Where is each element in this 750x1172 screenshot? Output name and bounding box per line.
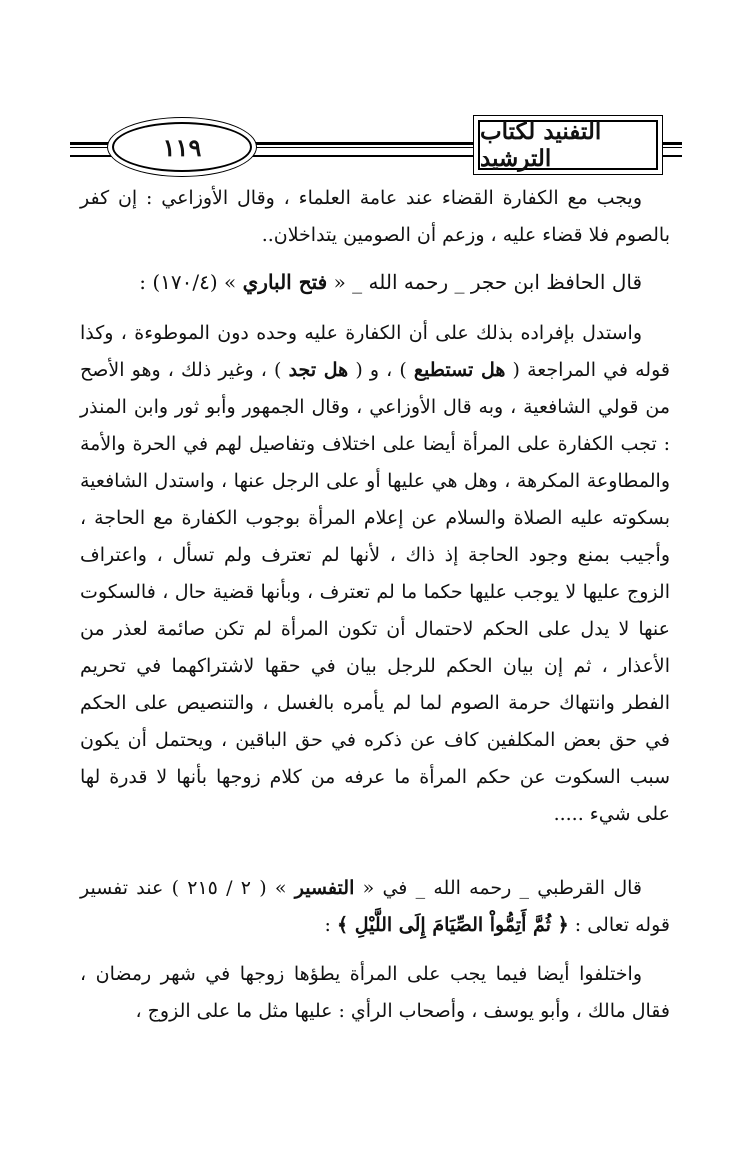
quote-1-after: » (١٧٠/٤) : <box>139 270 237 294</box>
quote-2-after: » ( ٢ / ٢١٥ ) عند تفسير قوله تعالى : <box>80 877 670 936</box>
paragraph-3-text: واختلفوا أيضا فيما يجب على المرأة يطؤها زوجها في شهر رمضان ، فقال مالك ، وأبو يوسف ، وأصحاب الرأي : عليها مثل ما على الزوج ، <box>80 963 670 1022</box>
quote-1-before: قال الحافظ ابن حجر _ رحمه الله _ « <box>333 270 642 294</box>
quote-2-book: التفسير <box>294 877 355 899</box>
paragraph-2-part3: ) ، وغير ذلك ، وهو الأصح من قولي الشافعية ، وبه قال الأوزاعي ، وقال الجمهور وأبو ثور وابن المنذر : تجب الكفارة على المرأة أيضا على اختلاف وتفاصيل لهم في الحرة والأمة والمطاوعة المكرهة ، وهل هي عليها أو على الرجل عنها ، واستدل الشافعية بسكوته عليه الصلاة والسلام عن إعلام المرأة بوجوب الكفارة مع الحاجة ، وأجيب بمنع وجود الحاجة إذ ذاك ، لأنها لم تعترف ولم تسأل ، واعتراف الزوج عليها لا يوجب عليها حكما ما لم تعترف ، وبأنها قضية حال ، فالسكوت عنها لا يدل على الحكم لاحتمال أن تكون المرأة لم تكن صائمة لعذر من الأعذار ، ثم إن بيان الحكم للرجل بيان في حقها لاشتراكهما في تحريم الفطر وانتهاك حرمة الصوم لما لم يأمره بالغسل ، والتنصيص على الحكم في حق بعض المكلفين كاف عن ذكره في حق الباقين ، ويحتمل أن يكون سبب السكوت عن حكم المرأة ما عرفه من كلام زوجها بأنها لا قدرة لها على شيء ..... <box>80 359 670 825</box>
paragraph-1-text: ويجب مع الكفارة القضاء عند عامة العلماء ، وقال الأوزاعي : إن كفر بالصوم فلا قضاء عليه ، وزعم أن الصومين يتداخلان.. <box>80 187 670 246</box>
paragraph-2 <box>80 315 670 833</box>
paragraph-2-part2: ) ، و ( <box>355 359 407 381</box>
quote-2-before: قال القرطبي _ رحمه الله _ في « <box>362 877 643 899</box>
quran-verse: ﴿ ثُمَّ أَتِمُّواْ الصِّيَامَ إِلَى اللَّيْلِ ﴾ <box>336 914 569 936</box>
quote-1-book: فتح الباري <box>242 270 328 294</box>
quote-2 <box>80 870 670 944</box>
paragraph-2-bold1: هل تستطيع <box>413 359 506 381</box>
quote-1 <box>80 264 670 301</box>
paragraph-3 <box>80 956 670 1030</box>
paragraph-1 <box>80 180 670 254</box>
page-number: ١١٩ <box>112 122 252 172</box>
quote-2-end: : <box>324 914 331 936</box>
page-header <box>70 118 682 174</box>
paragraph-2-bold2: هل تجد <box>288 359 349 381</box>
running-title: التفنيد لكتاب الترشيد <box>478 120 658 170</box>
paragraph-2-part1: واستدل بإفراده بذلك على أن الكفارة عليه وحده دون الموطوءة ، وكذا قوله في المراجعة ( <box>80 322 670 381</box>
